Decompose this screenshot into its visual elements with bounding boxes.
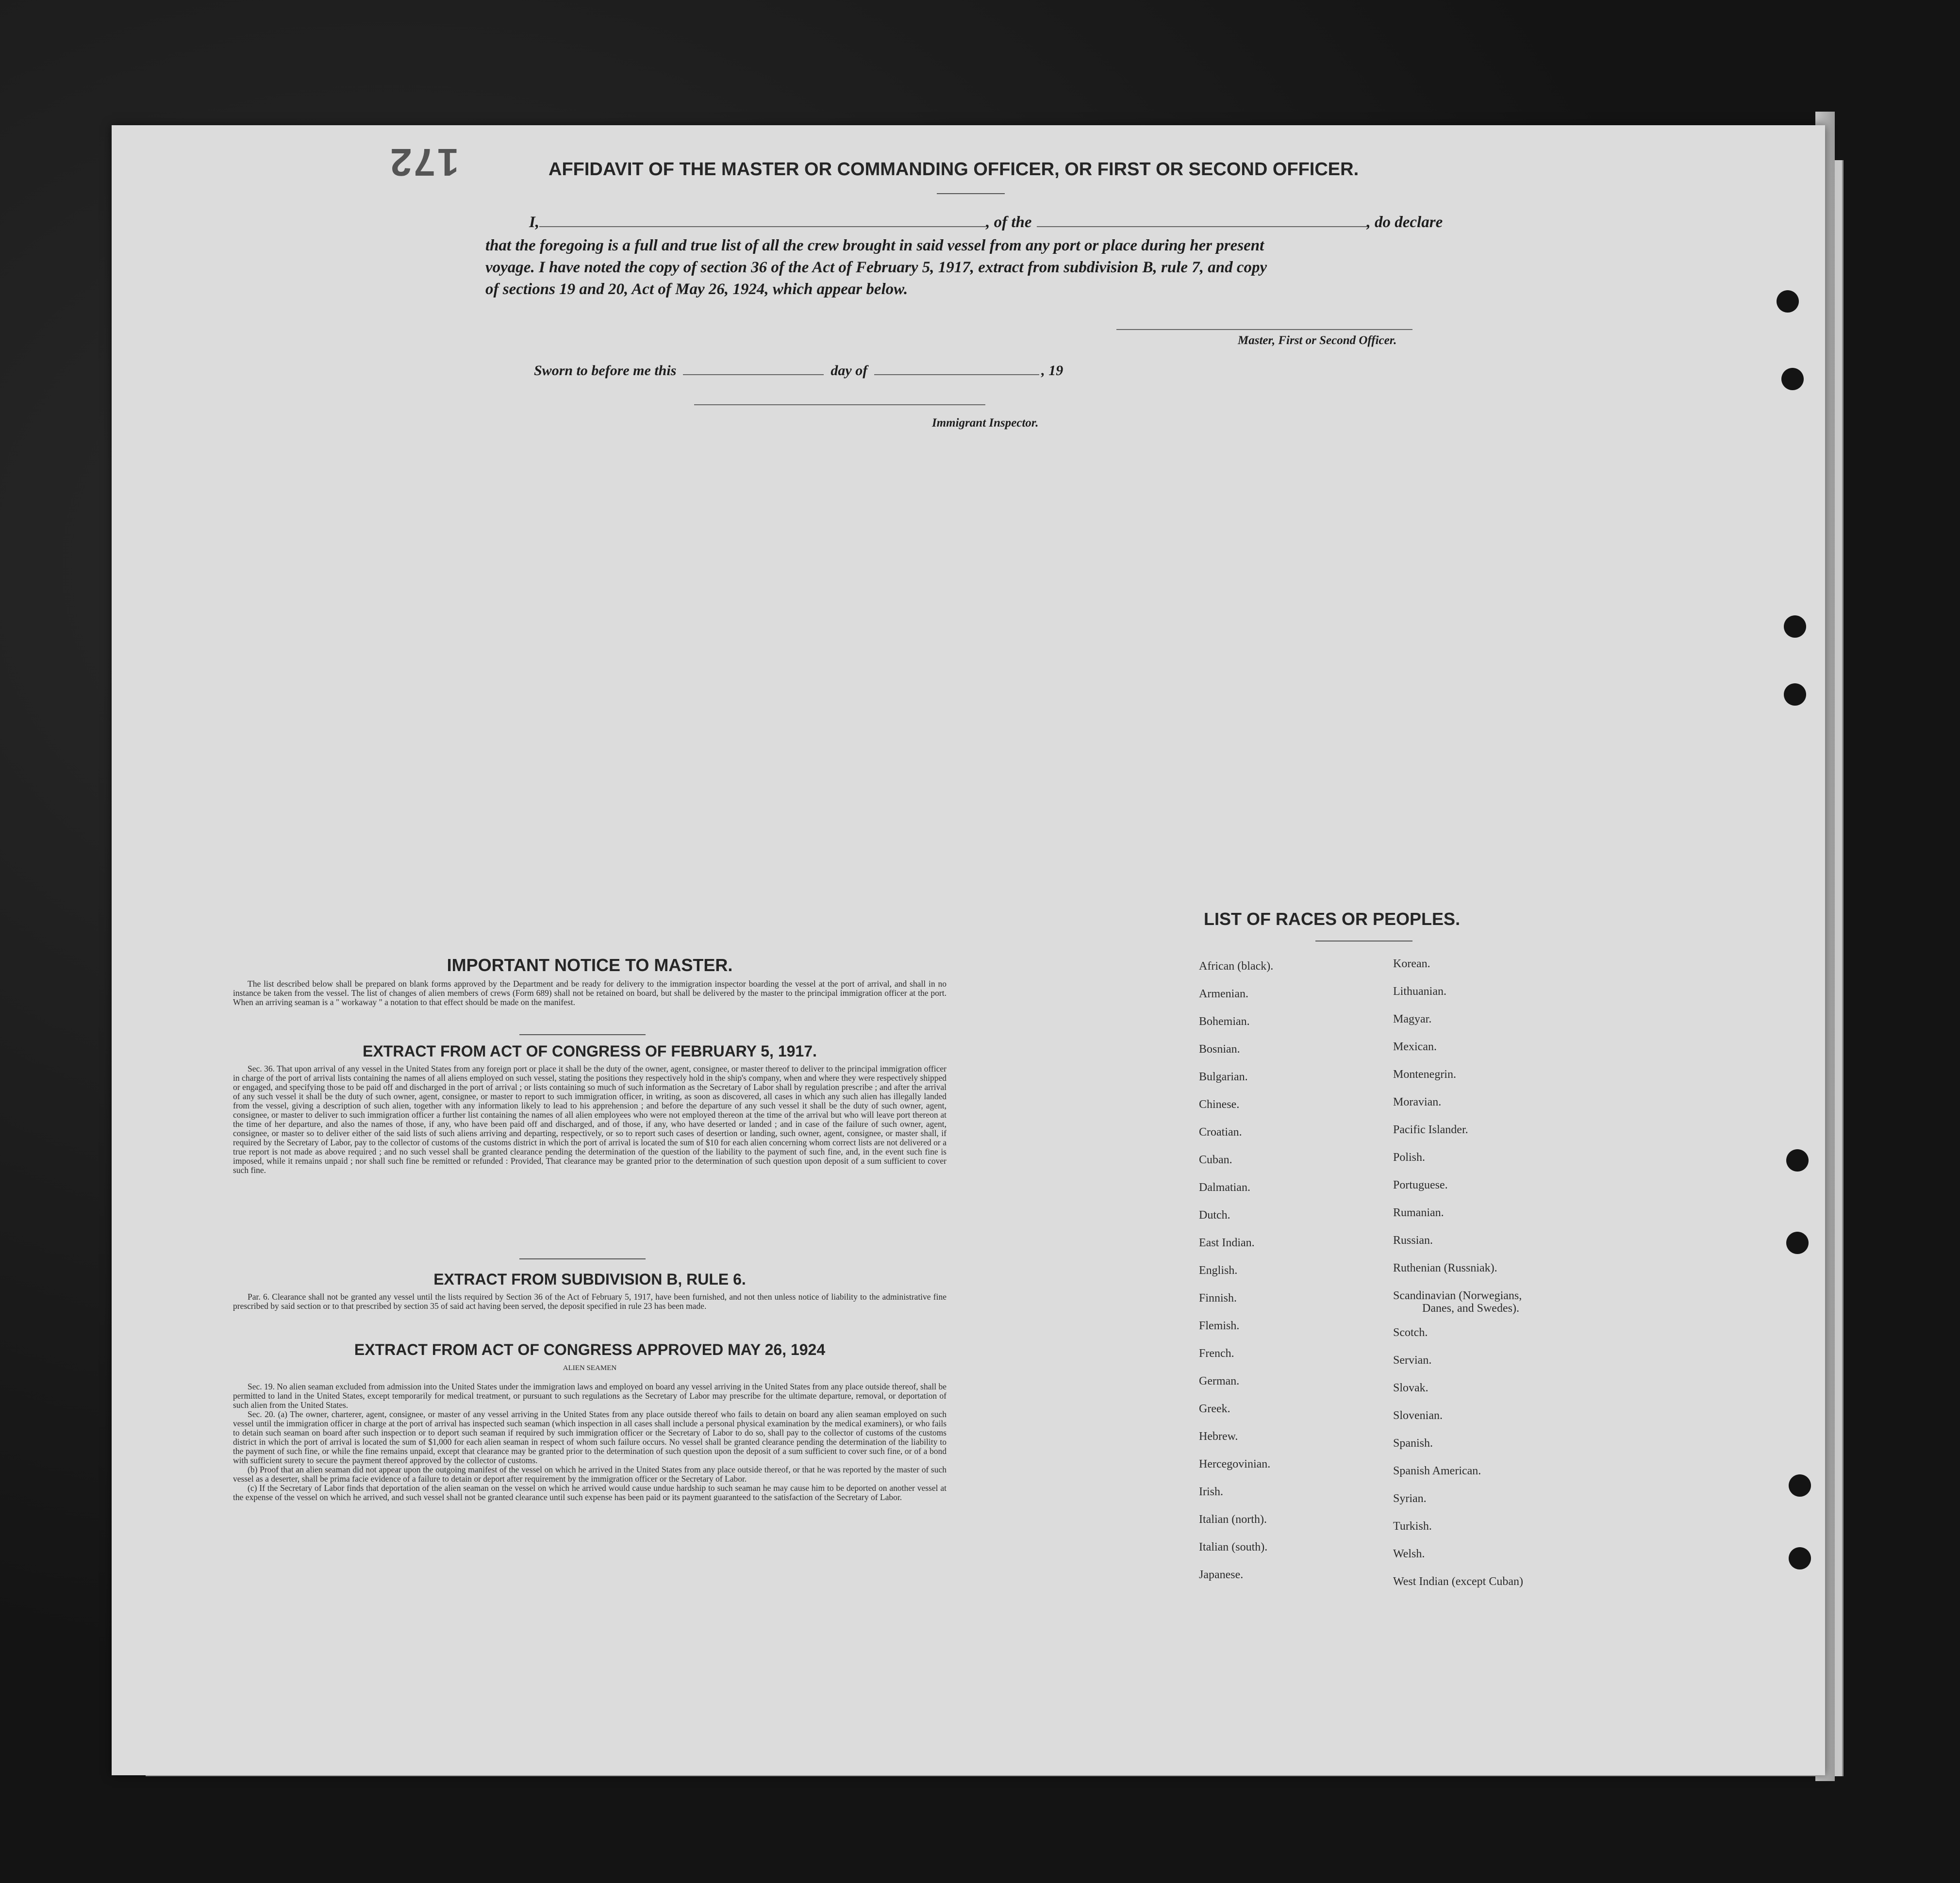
race-item: Lithuanian. (1393, 985, 1446, 998)
race-item: Bulgarian. (1199, 1071, 1248, 1083)
race-item: West Indian (except Cuban) (1393, 1575, 1523, 1588)
race-item: Russian. (1393, 1234, 1433, 1247)
affidavit-line4: of sections 19 and 20, Act of May 26, 1924, which appear below. (485, 281, 908, 298)
race-item: Cuban. (1199, 1154, 1232, 1166)
extract-1917-text (233, 1064, 947, 1175)
master-signature-label: Master, First or Second Officer. (1238, 334, 1397, 347)
binder-hole (1789, 1547, 1811, 1569)
master-signature-line (1116, 329, 1412, 330)
sec20c-paragraph: (c) If the Secretary of Labor finds that deportation of the alien seaman on the vessel on which he arrived would cause undue hardship to such seaman he may cause him to be deported on another vessel at the expense of the vessel on which he arrived, and such vessel shall not be granted clearance until such expense has been paid or its payment guaranteed to the satisfaction of the Secretary of Labor. (233, 1483, 947, 1502)
race-item: Portuguese. (1393, 1179, 1448, 1191)
notice-paragraph: The list described below shall be prepared on blank forms approved by the Department and be ready for delivery to the immigration inspector boarding the vessel at the port of arrival, and shall in no instance be taken from the vessel. The list of changes of alien members of crews (Form 689) shall not be retained on board, but shall be delivered by the master to the principal immigration officer at the port. When an arriving seaman is a " workaway " a notation to that effect should be made on the manifest. (233, 979, 947, 1007)
binder-hole (1777, 290, 1799, 313)
binder-hole (1789, 1474, 1811, 1497)
extract-1917-rule (519, 1258, 646, 1259)
race-item: Japanese. (1199, 1569, 1244, 1581)
notice-rule (519, 1034, 646, 1035)
race-item: Pacific Islander. (1393, 1123, 1468, 1136)
extract-1917-title: EXTRACT FROM ACT OF CONGRESS OF FEBRUARY 5, 1917. (363, 1042, 817, 1060)
binder-hole (1784, 615, 1806, 638)
affidavit-title: AFFIDAVIT OF THE MASTER OR COMMANDING OFFICER, OR FIRST OR SECOND OFFICER. (548, 159, 1359, 180)
affidavit-line1 (529, 213, 1443, 231)
extract-1924-title: EXTRACT FROM ACT OF CONGRESS APPROVED MAY 26, 1924 (354, 1341, 826, 1358)
sec20a-paragraph: Sec. 20. (a) The owner, charterer, agent, consignee, or master of any vessel arriving in the United States from any place outside thereof who fails to detain on board any alien seaman employed on such vessel until the immigration officer in charge at the port of arrival has inspected such seaman (which inspection in all cases shall include a personal physical examination by the medical examiners), or who fails to detain such seaman on board after such inspection or to deport such seaman if required by such immigration officer or the Secretary of Labor to do so, shall pay to the collector of customs of the customs district in which the port of arrival is located the sum of $1,000 for each alien seaman in respect of whom such failure occurs. No vessel shall be granted clearance pending the determination of the liability to the payment of such fine, or while the fine remains unpaid, except that clearance may be granted prior to the determination of such question upon the deposit of a sum sufficient to cover such fine, or of a bond with sufficient surety to secure the payment thereof approved by the collector of customs. (233, 1409, 947, 1465)
race-item: Italian (north). (1199, 1513, 1267, 1526)
inspector-label: Immigrant Inspector. (932, 416, 1039, 429)
race-item: Hercegovinian. (1199, 1458, 1271, 1470)
race-item-continuation: Danes, and Swedes). (1422, 1302, 1519, 1315)
vessel-blank (1037, 213, 1367, 227)
race-item: Flemish. (1199, 1320, 1240, 1332)
sec19-paragraph: Sec. 19. No alien seaman excluded from admission into the United States under the immigration laws and employed on board any vessel arriving in the United States from any place outside thereof, shall be permitted to land in the United States, except temporarily for medical treatment, or pursuant to such regulations as the Secretary of Labor may prescribe for the ultimate departure, removal, or deportation of such alien from the United States. (233, 1382, 947, 1410)
race-item: Montenegrin. (1393, 1068, 1456, 1081)
races-left-column (1199, 960, 1325, 1581)
month-blank (874, 361, 1039, 375)
race-item: French. (1199, 1347, 1234, 1360)
race-item: English. (1199, 1264, 1238, 1277)
race-item: Bosnian. (1199, 1043, 1240, 1056)
race-item: Greek. (1199, 1403, 1230, 1415)
day-of-text: day of (831, 363, 868, 379)
race-item: Spanish American. (1393, 1465, 1481, 1477)
affidavit-of-the: , of the (986, 214, 1032, 231)
race-item: African (black). (1199, 960, 1274, 973)
rule6-paragraph: Par. 6. Clearance shall not be granted any vessel until the lists required by Section 36 of the Act of February 5, 1917, have been furnished, and not then unless notice of liability to the administrative fine prescribed by said section or to that prescribed by section 35 of said act having been served, the deposit specified in rule 23 has been made. (233, 1292, 947, 1311)
race-item: Italian (south). (1199, 1541, 1268, 1553)
race-item: Chinese. (1199, 1098, 1240, 1111)
name-blank (539, 213, 986, 227)
race-item: Scandinavian (Norwegians, (1393, 1289, 1522, 1302)
race-item: East Indian. (1199, 1237, 1255, 1249)
affidavit-declare: , do declare (1366, 214, 1443, 231)
race-item: Ruthenian (Russniak). (1393, 1262, 1497, 1274)
race-item: Korean. (1393, 958, 1430, 970)
race-item: Hebrew. (1199, 1430, 1238, 1443)
race-item: Irish. (1199, 1486, 1223, 1498)
sworn-line (534, 361, 1063, 379)
race-item: Slovenian. (1393, 1409, 1443, 1422)
race-item: Dalmatian. (1199, 1181, 1250, 1194)
extract-1917-paragraph: Sec. 36. That upon arrival of any vessel in the United States from any foreign port or place it shall be the duty of the owner, agent, consignee, or master thereof to deliver to the principal immigration officer in charge of the port of arrival lists containing the names of all aliens employed on such vessel, stating the positions they respectively hold in the ship's company, when and where they were respectively shipped or engaged, and specifying those to be paid off and discharged in the port of arrival ; or lists containing so much of such information as the Secretary of Labor shall by regulation prescribe ; and after the arrival of any such vessel it shall be the duty of such owner, agent, consignee, or master to report to such immigration officer, in writing, as soon as discovered, all cases in which any such alien has illegally landed from the vessel, giving a description of such alien, together with any information likely to lead to his apprehension ; and before the departure of any such vessel it shall be the duty of such owner, agent, consignee, or master to deliver to such immigration officer a further list containing the names of all alien employees who were not employed thereon at the time of the arrival but who will leave port thereon at the time of her departure, and also the names of those, if any, who have been paid off and discharged, and of those, if any, who have deserted or landed ; and in case of the failure of such owner, agent, consignee, or master so to deliver either of the said lists of such aliens arriving and departing, respectively, or so to report such cases of desertion or landing, such owner, agent, consignee, or master shall, if required by the Secretary of Labor, pay to the collector of customs of the customs district in which the port of arrival is located the sum of $10 for each alien concerning whom correct lists are not delivered or a true report is not made as above required ; and no such vessel shall be granted clearance pending the determination of the question of the liability to the payment of such fine, and, in the event such fine is imposed, while it remains unpaid ; nor shall such fine be remitted or refunded : Provided, That clearance may be granted prior to the determination of such question upon deposit of a sum sufficient to cover such fine. (233, 1064, 947, 1175)
race-item: Rumanian. (1393, 1206, 1444, 1219)
races-rule (1315, 941, 1412, 942)
race-item: Welsh. (1393, 1548, 1425, 1560)
binder-hole (1786, 1232, 1809, 1254)
inspector-signature-line (694, 404, 985, 405)
notice-text (233, 979, 947, 1007)
sworn-text: Sworn to before me this (534, 363, 677, 379)
race-item: Syrian. (1393, 1492, 1427, 1505)
rule6-text (233, 1292, 947, 1311)
affidavit-line2: that the foregoing is a full and true list of all the crew brought in said vessel from any port or place during her present (485, 237, 1264, 254)
affidavit-line3: voyage. I have noted the copy of section 36 of the Act of February 5, 1917, extract from subdivision B, rule 7, and copy (485, 259, 1267, 276)
race-item: Moravian. (1393, 1096, 1442, 1108)
race-item: Servian. (1393, 1354, 1432, 1367)
notice-title: IMPORTANT NOTICE TO MASTER. (447, 955, 733, 975)
year-text: , 19 (1041, 363, 1063, 379)
race-item: Armenian. (1199, 988, 1248, 1000)
binder-hole (1781, 368, 1804, 390)
sec20b-paragraph: (b) Proof that an alien seaman did not appear upon the outgoing manifest of the vessel on which he arrived in the United States from any place outside thereof, or that he was reported by the master of such vessel as a deserter, shall be prima facie evidence of a failure to detain or deport after requirement by the immigration officer or the Secretary of Labor. (233, 1465, 947, 1484)
races-right-column (1393, 958, 1636, 1588)
races-title: LIST OF RACES OR PEOPLES. (1204, 909, 1461, 929)
race-item: Polish. (1393, 1151, 1426, 1164)
extract-1924-subtitle: ALIEN SEAMEN (563, 1364, 617, 1372)
race-item: Dutch. (1199, 1209, 1230, 1222)
document-page (112, 125, 1825, 1775)
day-blank (683, 361, 824, 375)
race-item: Mexican. (1393, 1041, 1437, 1053)
race-item: Finnish. (1199, 1292, 1237, 1305)
rule6-title: EXTRACT FROM SUBDIVISION B, RULE 6. (433, 1271, 746, 1288)
title-rule (937, 193, 1005, 194)
extract-1924-text (233, 1382, 947, 1502)
race-item: Bohemian. (1199, 1015, 1250, 1028)
race-item: Scotch. (1393, 1326, 1428, 1339)
race-item: Spanish. (1393, 1437, 1433, 1450)
binder-hole (1784, 683, 1806, 706)
race-item: Magyar. (1393, 1013, 1432, 1025)
race-item: German. (1199, 1375, 1240, 1387)
race-item: Turkish. (1393, 1520, 1432, 1533)
binder-hole (1786, 1149, 1809, 1172)
page-number: 172 (388, 141, 459, 184)
affidavit-i: I, (529, 214, 540, 231)
race-item: Slovak. (1393, 1382, 1428, 1394)
race-item: Croatian. (1199, 1126, 1242, 1139)
